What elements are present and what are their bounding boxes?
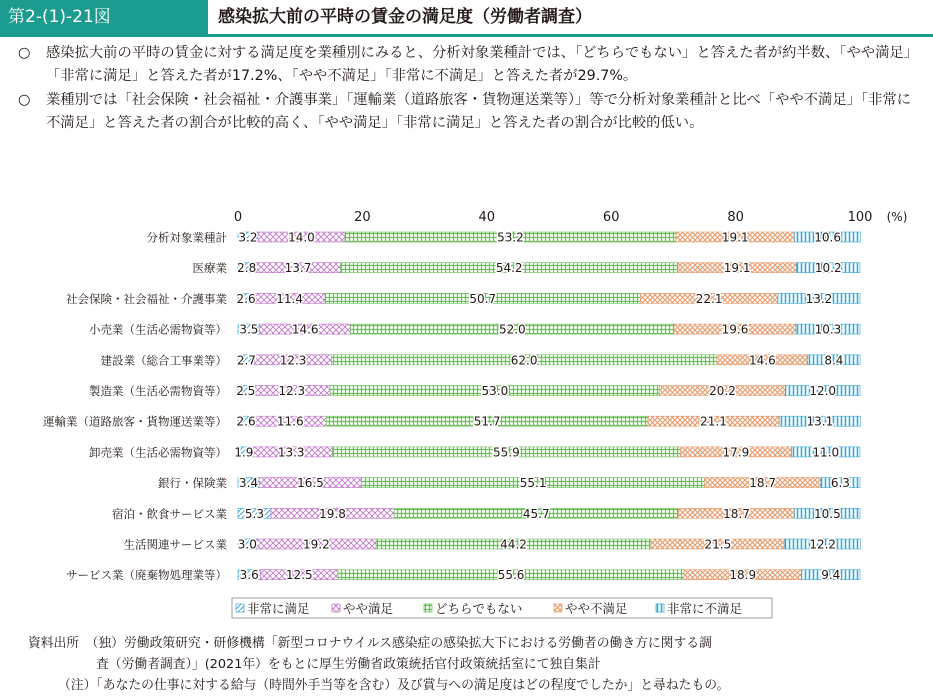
bar-row [238,231,861,245]
data-label: 11.6 [276,414,304,429]
x-tick-label: 100 [847,210,873,225]
data-label: 18.7 [749,476,777,491]
data-label: 12.3 [279,353,307,368]
data-label: 20.2 [709,384,736,398]
legend-label: やや満足 [343,601,394,616]
category-label: 建設業（総合工事業等） [100,353,227,368]
data-label: 55.6 [497,568,525,583]
header-rule [0,34,933,37]
figure-title: 感染拡大前の平時の賃金の満足度（労働者調査） [218,7,592,27]
satisfaction-stacked-bar-chart [0,200,933,628]
data-label: 17.9 [722,445,750,460]
category-labels [43,231,227,583]
summary-text [18,42,923,136]
x-tick-label: 20 [354,210,371,225]
bar-row [238,476,860,490]
bars [234,231,860,583]
data-label: 62.0 [510,353,538,368]
data-label: 2.7 [236,353,256,368]
data-label: 53.2 [497,230,524,245]
data-label: 13.2 [805,291,833,306]
data-label: 50.7 [469,291,497,306]
data-label: 3.5 [239,322,259,337]
data-label: 13.3 [277,445,305,460]
data-label: 9.4 [821,568,841,583]
bar-row [236,384,860,398]
bar-row [238,323,860,337]
legend-label: どちらでもない [435,601,523,616]
data-label: 19.1 [723,261,751,276]
legend-swatch [236,604,244,612]
legend-label: やや不満足 [565,601,628,616]
data-label: 51.7 [473,414,501,429]
data-label: 2.6 [236,291,256,306]
legend-swatch [424,604,432,612]
data-label: 55.9 [493,445,520,460]
data-label: 13.1 [806,414,834,429]
data-label: 45.7 [522,506,550,521]
category-label: 社会保険・社会福祉・介護事業 [66,291,227,306]
data-label: 16.5 [297,476,324,491]
summary-paragraph-1 [18,42,923,87]
source-note: （注）「あなたの仕事に対する給与（時間外手当等を含む）及び賞与への満足度はどの程度でしたか」と尋ねたもの。 [58,678,730,693]
legend-swatch [332,604,340,612]
x-tick-label: 60 [602,210,620,225]
bar-row [237,415,861,429]
bar-row [238,568,860,582]
data-label: 54.2 [495,261,523,276]
data-label: 14.0 [288,230,315,245]
summary-marker: ○ [18,45,31,61]
data-label: 2.8 [237,261,257,276]
bar-row [238,538,861,552]
data-label: 11.0 [812,445,840,460]
data-label: 12.3 [278,384,306,398]
data-label: 21.5 [704,537,732,552]
category-label: 生活関連サービス業 [123,537,227,552]
category-label: 小売業（生活必需物資等） [89,322,227,337]
data-label: 14.6 [748,353,776,368]
figure-number: 第2-(1)-21図 [0,0,208,34]
category-label: サービス業（廃棄物処理業等） [66,568,227,583]
x-axis-ticks [234,210,908,225]
x-tick-label: 0 [233,210,243,225]
data-label: 52.0 [498,322,526,337]
bar-row [238,507,860,521]
legend-swatch [656,604,664,612]
data-label: 21.1 [700,414,727,429]
legend-label: 非常に不満足 [667,601,743,616]
bar-row [234,445,860,459]
category-label: 医療業 [192,261,227,276]
data-label: 2.5 [236,384,256,398]
source-notes [28,633,928,696]
data-label: 13.7 [284,261,312,276]
data-label: 2.6 [236,414,256,429]
data-label: 10.3 [814,322,842,337]
x-tick-label: 40 [478,210,496,225]
legend-swatch [554,604,562,612]
data-label: 14.6 [291,322,319,337]
data-label: 12.2 [809,537,837,552]
summary-text-2: 業種別では「社会保険・社会福祉・介護事業」「運輸業（道路旅客・貨物運送業等）」等で分析対象業種計と比べ「やや不満足」「非常に不満足」と答えた者の割合が比較的高く、「やや満足」「非常に満足」と答えた者の割合が比較的低い。 [46,92,911,131]
data-label: 5.3 [244,506,265,521]
x-tick-label: 80 [727,210,744,225]
data-label: 8.4 [824,353,844,368]
data-label: 19.8 [319,506,346,521]
figure-header [0,0,933,36]
legend [232,598,772,618]
data-label: 12.0 [809,384,837,398]
data-label: 18.7 [723,506,750,521]
data-label: 19.1 [721,230,749,245]
data-label: 10.5 [813,506,841,521]
data-label: 19.2 [303,537,330,552]
source-line-1: 資料出所 （独）労働政策研究・研修機構「新型コロナウイルス感染症の感染拡大下における労働者の働き方に関する調 [28,636,712,651]
category-label: 銀行・保険業 [158,476,227,491]
data-label: 10.2 [814,261,842,276]
data-label: 6.3 [830,476,850,491]
data-label: 10.6 [814,230,842,245]
bar-row [237,292,860,306]
category-label: 宿泊・飲食サービス業 [112,506,227,521]
data-label: 55.1 [519,476,547,491]
category-label: 卸売業（生活必需物資等） [89,445,227,460]
category-label: 分析対象業種計 [146,230,227,245]
data-label: 19.6 [721,322,749,337]
data-label: 3.2 [238,230,258,245]
summary-marker: ○ [18,92,31,108]
summary-text-1: 感染拡大前の平時の賃金に対する満足度を業種別にみると、分析対象業種計では、「どちらでもない」と答えた者が約半数、「やや満足」「非常に満足」と答えた者が17.2%、「やや不満足」「非常に不満足」と答えた者が29.7%。 [46,45,918,84]
data-label: 3.0 [237,537,257,552]
bar-row [237,261,860,275]
category-label: 運輸業（道路旅客・貨物運送業等） [43,414,227,429]
data-label: 3.4 [239,476,259,491]
category-label: 製造業（生活必需物資等） [89,384,227,398]
summary-paragraph-2 [18,89,923,134]
bar-row [237,353,860,367]
unit-label: (%) [886,210,908,224]
data-label: 11.4 [276,291,303,306]
legend-label: 非常に満足 [247,601,310,616]
data-label: 3.6 [239,568,259,583]
data-label: 1.9 [234,445,254,460]
data-label: 22.1 [695,291,723,306]
data-label: 53.0 [481,384,509,398]
source-line-2: 査（労働者調査）」(2021年）をもとに厚生労働省政策統括官付政策統括室にて独自集計 [96,657,601,672]
data-label: 18.9 [729,568,757,583]
data-label: 12.5 [285,568,313,583]
data-label: 44.2 [500,537,527,552]
